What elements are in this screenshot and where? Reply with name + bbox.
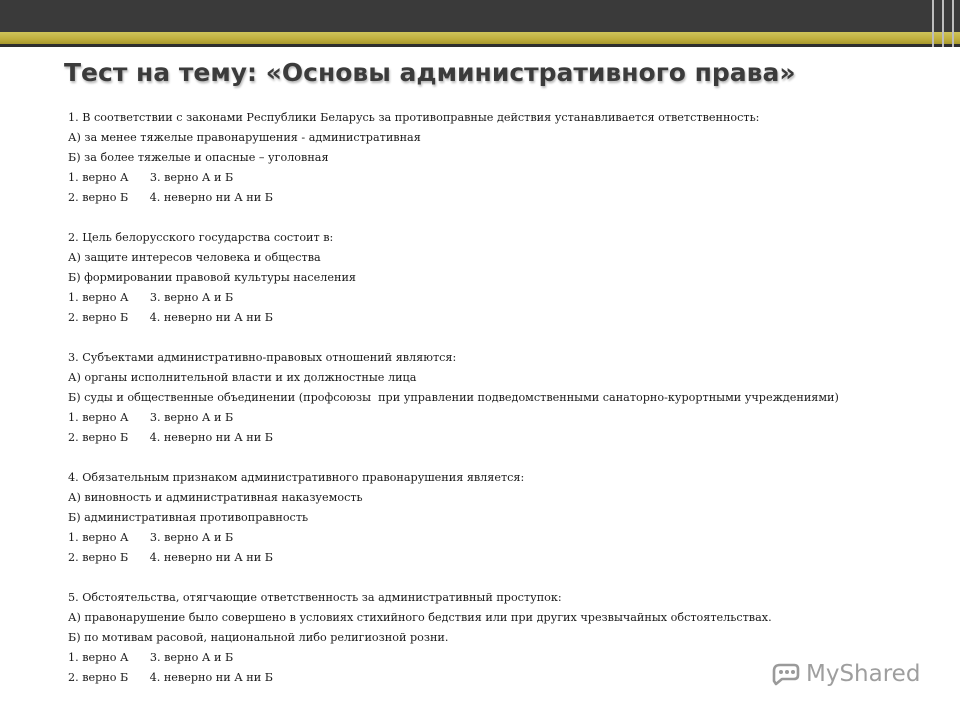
question-text: 3. Субъектами административно-правовых отношений являются: (68, 351, 457, 364)
question-block (68, 108, 938, 228)
statement-a: А) защите интересов человека и общества (68, 251, 321, 264)
question-text: 4. Обязательным признаком административного правонарушения является: (68, 471, 525, 484)
slide-edge-line (952, 0, 954, 47)
statement-b: Б) административная противоправность (68, 511, 309, 524)
watermark-text: MyShared (806, 661, 921, 687)
statement-b: Б) за более тяжелые и опасные – уголовная (68, 151, 329, 164)
question-text: 5. Обстоятельства, отягчающие ответственность за административный проступок: (68, 591, 562, 604)
answer-options-row-1: 1. верно А 3. верно А и Б (68, 651, 234, 664)
slide-accent-line (0, 44, 960, 47)
statement-a: А) виновность и административная наказуемость (68, 491, 363, 504)
statement-a: А) за менее тяжелые правонарушения - административная (68, 131, 421, 144)
question-text: 2. Цель белорусского государства состоит в: (68, 231, 334, 244)
myshared-watermark[interactable] (768, 654, 938, 694)
slide-accent-stripe (0, 32, 960, 44)
statement-b: Б) формировании правовой культуры населения (68, 271, 356, 284)
question-block (68, 228, 938, 348)
myshared-logo-icon (768, 657, 802, 691)
answer-options-row-2: 2. верно Б 4. неверно ни А ни Б (68, 671, 273, 684)
question-list (68, 108, 938, 688)
answer-options-row-2: 2. верно Б 4. неверно ни А ни Б (68, 551, 273, 564)
statement-b: Б) суды и общественные объединении (профсоюзы при управлении подведомственными санаторно-курортными учреждениями) (68, 391, 839, 404)
question-spacer (68, 448, 938, 468)
statement-a: А) правонарушение было совершено в условиях стихийного бедствия или при других чрезвычайных обстоятельствах. (68, 611, 772, 624)
question-block (68, 468, 938, 588)
question-spacer (68, 328, 938, 348)
question-text: 1. В соответствии с законами Республики Беларусь за противоправные действия устанавливается ответственность: (68, 111, 760, 124)
slide-top-bar (0, 0, 960, 32)
question-block (68, 348, 938, 468)
answer-options-row-1: 1. верно А 3. верно А и Б (68, 171, 234, 184)
answer-options-row-1: 1. верно А 3. верно А и Б (68, 291, 234, 304)
answer-options-row-1: 1. верно А 3. верно А и Б (68, 531, 234, 544)
answer-options-row-2: 2. верно Б 4. неверно ни А ни Б (68, 311, 273, 324)
slide-title: Тест на тему: «Основы административного права» (64, 58, 796, 87)
slide-edge-line (932, 0, 934, 47)
statement-b: Б) по мотивам расовой, национальной либо религиозной розни. (68, 631, 449, 644)
answer-options-row-1: 1. верно А 3. верно А и Б (68, 411, 234, 424)
question-spacer (68, 568, 938, 588)
slide-edge-line (942, 0, 944, 47)
answer-options-row-2: 2. верно Б 4. неверно ни А ни Б (68, 431, 273, 444)
question-spacer (68, 208, 938, 228)
answer-options-row-2: 2. верно Б 4. неверно ни А ни Б (68, 191, 273, 204)
statement-a: А) органы исполнительной власти и их должностные лица (68, 371, 417, 384)
